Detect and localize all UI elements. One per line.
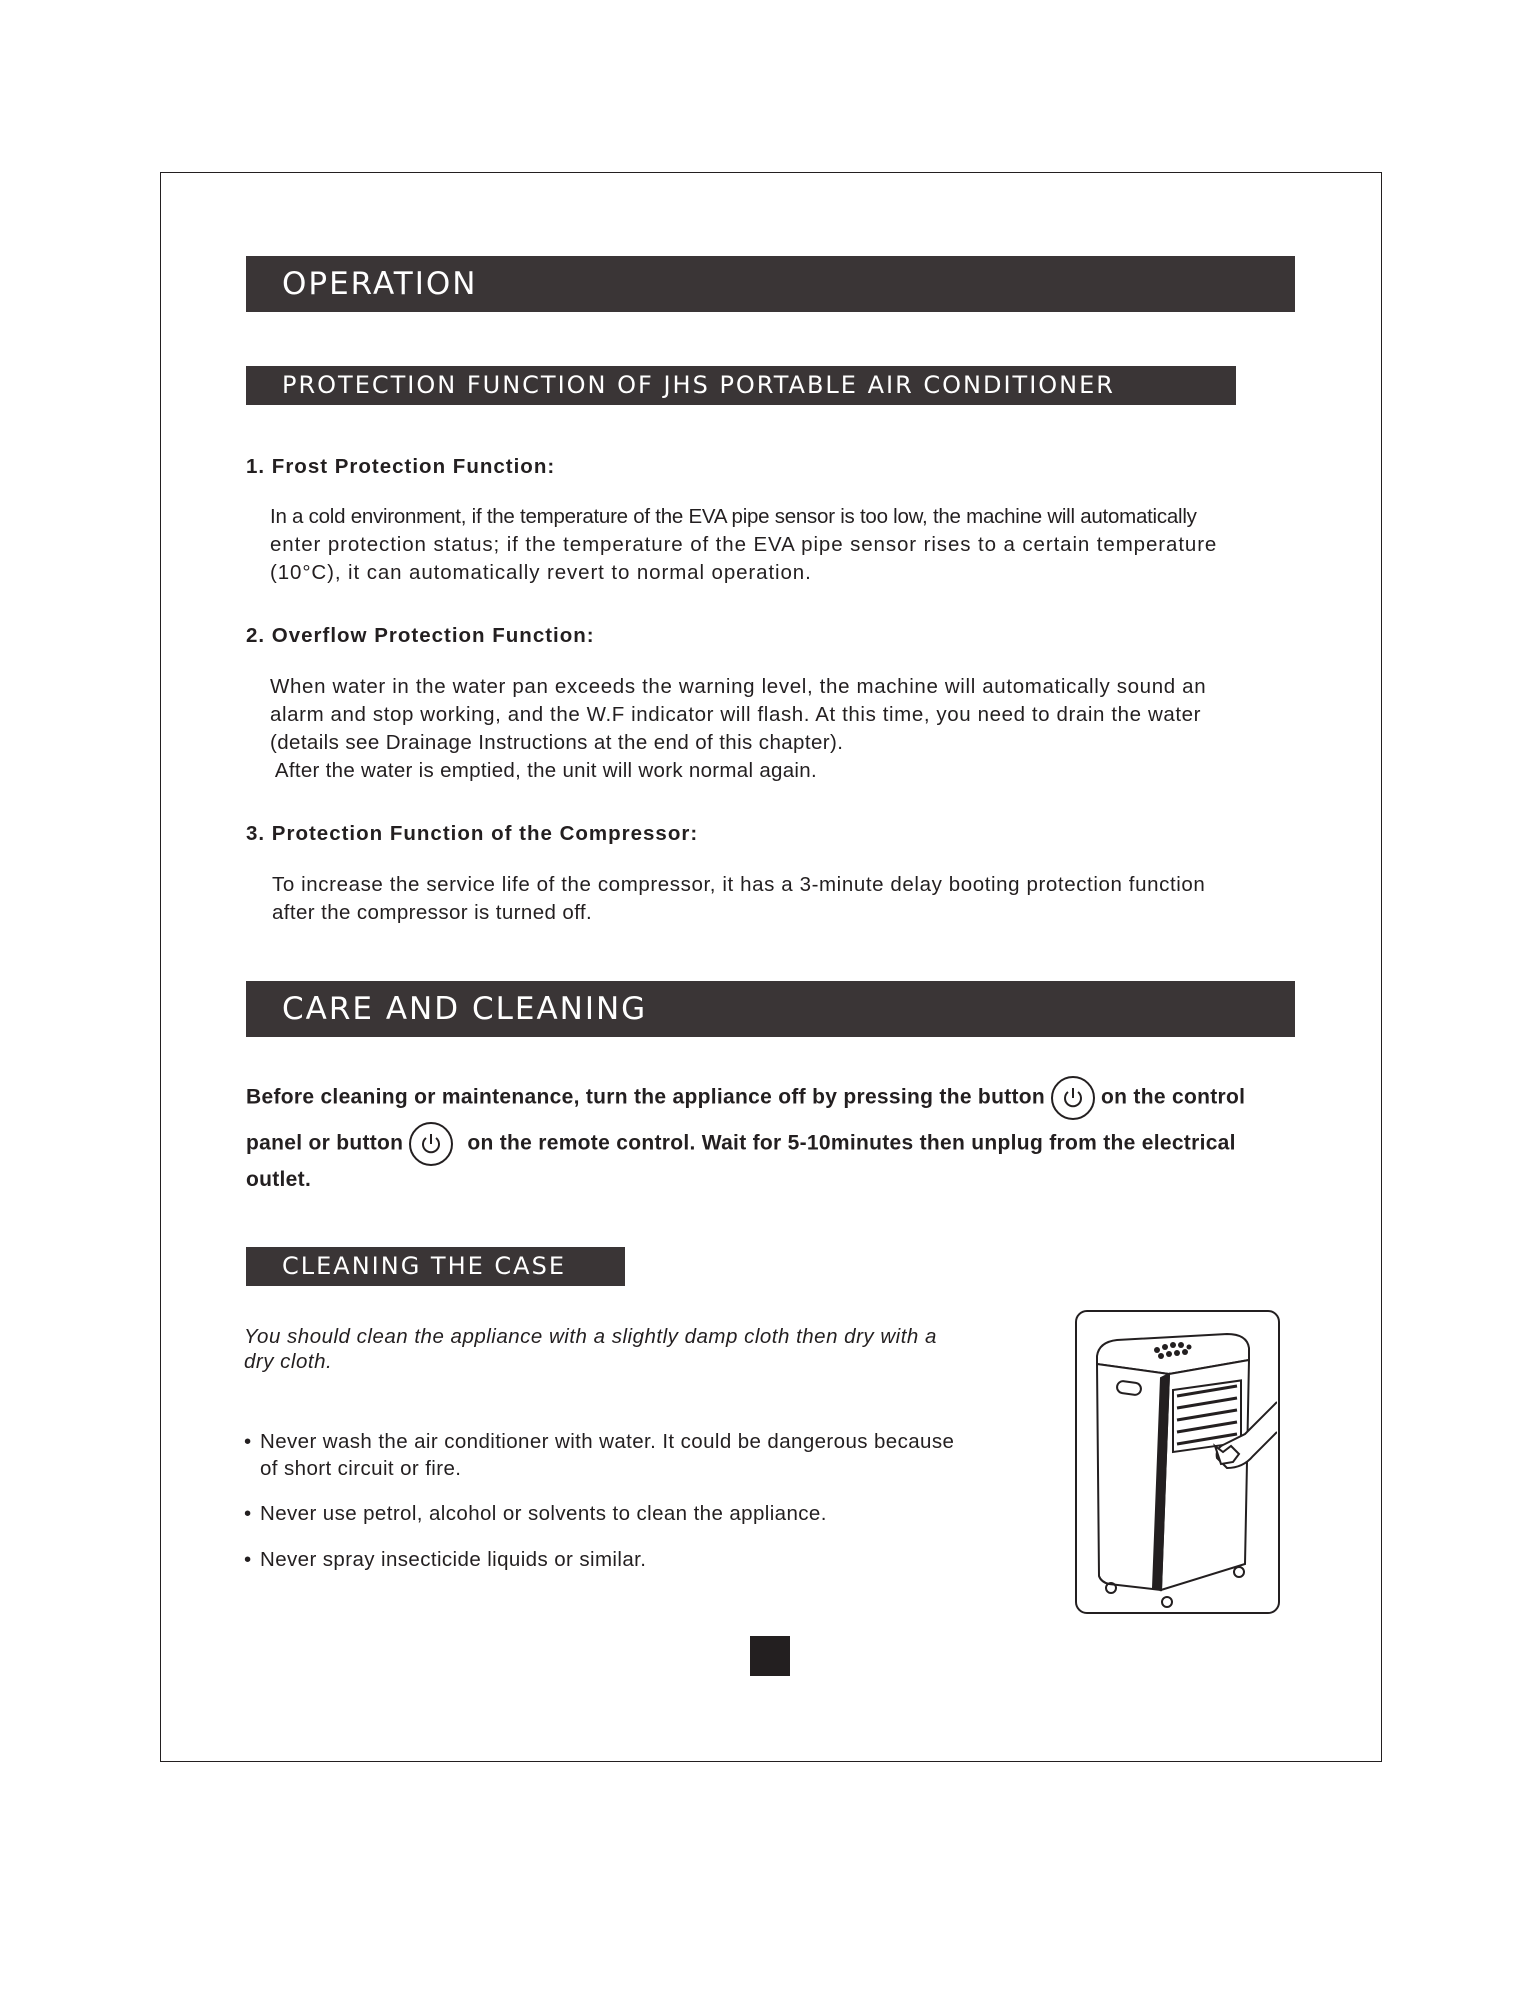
heading-compressor-protection: 3. Protection Function of the Compressor: — [246, 822, 699, 845]
bullet-item: • Never use petrol, alcohol or solvents to clean the appliance. — [244, 1502, 827, 1525]
subsection-title-protection: PROTECTION FUNCTION OF JHS PORTABLE AIR CONDITIONER — [246, 366, 1236, 405]
power-icon — [1051, 1076, 1095, 1120]
heading-frost-protection: 1. Frost Protection Function: — [246, 455, 556, 478]
section-title-care-cleaning: CARE AND CLEANING — [246, 981, 1295, 1037]
bullet-item: • Never wash the air conditioner with water. It could be dangerous because of short circuit or fire. — [244, 1430, 955, 1480]
cleaning-intro: You should clean the appliance with a slightly damp cloth then dry with a dry cloth. — [244, 1325, 937, 1373]
paragraph-compressor-protection: To increase the service life of the compressor, it has a 3-minute delay booting protection function after the compressor is turned off. — [272, 873, 1206, 924]
paragraph-frost-protection: In a cold environment, if the temperature of the EVA pipe sensor is too low, the machine will automatically enter protection status; if the temperature of the EVA pipe sensor rises to a certain temperature (10°C), it can automatically revert to normal operation. — [270, 505, 1218, 584]
heading-overflow-protection: 2. Overflow Protection Function: — [246, 624, 595, 647]
section-title-operation: OPERATION — [246, 256, 1295, 312]
page-number-box — [750, 1636, 790, 1676]
subsection-title-cleaning-case: CLEANING THE CASE — [246, 1247, 625, 1286]
portable-ac-cleaning-illustration — [1075, 1310, 1280, 1614]
power-icon — [409, 1122, 453, 1166]
paragraph-overflow-protection: When water in the water pan exceeds the warning level, the machine will automatically sound an alarm and stop working, and the W.F indicator will flash. At this time, you need to drain the water (details see Drainage Instructions at the end of this chapter). After the water is emptied, the unit will work normal again. — [270, 675, 1207, 782]
bullet-item: • Never spray insecticide liquids or similar. — [244, 1548, 647, 1571]
